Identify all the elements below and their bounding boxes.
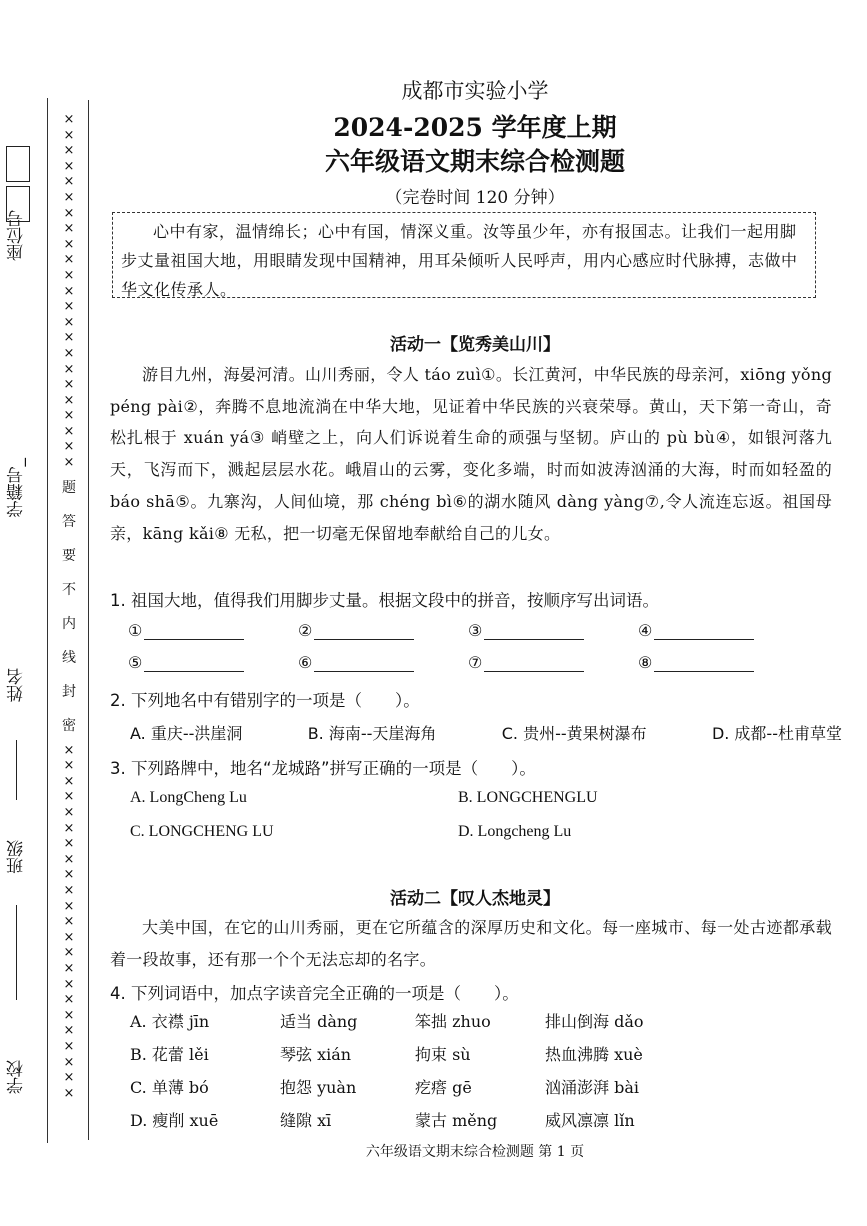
seal-word: 要	[62, 547, 76, 564]
seal-x-mark: ×	[63, 221, 75, 237]
option-c[interactable]: C. 贵州--黄果树瀑布	[501, 724, 647, 743]
activity2-passage: 大美中国，在它的山川秀丽，更在它所蕴含的深厚历史和文化。每一座城市、每一处古迹都承载着一段故事，还有那一个个无法忘却的名字。	[110, 918, 832, 969]
class-label: 班级	[7, 840, 27, 874]
class-blank[interactable]	[16, 905, 17, 1000]
seal-word: 答	[62, 513, 76, 530]
seal-x-mark: ×	[63, 883, 75, 898]
seat-number-label: 座位号	[7, 210, 27, 261]
school-label: 学校	[7, 1060, 27, 1094]
seal-x-mark: ×	[63, 267, 75, 283]
seal-x-mark: ×	[63, 189, 75, 205]
option-row[interactable]: D. 瘦削 xuē 缝隙 xī 蒙古 měng 威风凛凛 lǐn	[130, 1111, 635, 1130]
seal-x-mark: ×	[63, 1085, 75, 1101]
question-4: 4. 下列词语中，加点字读音完全正确的一项是（ ）。	[110, 984, 519, 1003]
seal-x-mark: ×	[63, 867, 75, 883]
q1-blanks-row1	[128, 621, 828, 640]
seal-x-mark: ×	[63, 330, 75, 346]
seal-word: 封	[62, 683, 76, 700]
seal-x-mark: ×	[63, 112, 75, 127]
seal-x-mark: ×	[63, 789, 75, 805]
seal-x-mark: ×	[63, 408, 75, 424]
q2-options	[130, 721, 842, 744]
question-1: 1. 祖国大地，值得我们用脚步丈量。根据文段中的拼音，按顺序写出词语。	[110, 591, 659, 610]
option-b[interactable]: B. LONGCHENGLU	[458, 789, 598, 806]
seal-x-mark: ×	[63, 423, 75, 439]
seal-x-mark: ×	[63, 392, 75, 408]
seal-x-mark: ×	[63, 236, 75, 252]
option-row[interactable]: B. 花蕾 lěi 琴弦 xián 拘束 sù 热血沸腾 xuè	[130, 1045, 643, 1064]
seal-x-mark: ×	[63, 820, 75, 836]
exam-title: 六年级语文期末综合检测题	[324, 147, 625, 176]
seal-x-mark: ×	[63, 1038, 75, 1054]
seal-x-mark: ×	[63, 914, 75, 930]
option-d[interactable]: D. Longcheng Lu	[458, 823, 572, 840]
seal-x-mark: ×	[63, 1054, 75, 1070]
answer-blank[interactable]: ⑤	[128, 653, 298, 672]
seal-word: 密	[62, 717, 76, 734]
option-row[interactable]: A. 衣襟 jīn 适当 dàng 笨拙 zhuo 排山倒海 dǎo	[130, 1012, 644, 1031]
seal-x-mark: ×	[63, 929, 75, 945]
answer-blank[interactable]: ⑧	[638, 653, 808, 672]
binding-margin	[0, 0, 90, 1226]
answer-blank[interactable]: ②	[298, 621, 468, 640]
seal-word: 线	[62, 649, 76, 666]
seal-x-mark: ×	[63, 851, 75, 867]
seal-column	[60, 112, 78, 1101]
question-2: 2. 下列地名中有错别字的一项是（ ）。	[110, 691, 420, 710]
seal-word: 不	[62, 581, 76, 598]
seal-word: 内	[62, 615, 76, 632]
seal-x-mark: ×	[63, 758, 75, 774]
seal-x-mark: ×	[63, 1007, 75, 1023]
answer-blank[interactable]: ①	[128, 621, 298, 640]
seat-box	[6, 146, 30, 182]
seal-x-mark: ×	[63, 283, 75, 299]
seal-x-mark: ×	[63, 299, 75, 315]
q4-options-grid	[130, 1004, 850, 1136]
seal-x-mark: ×	[63, 158, 75, 174]
seal-x-mark: ×	[63, 439, 75, 455]
seal-x-mark: ×	[63, 805, 75, 821]
seal-x-mark: ×	[63, 898, 75, 914]
exam-time: （完卷时间 120 分钟）	[385, 188, 565, 208]
question-3: 3. 下列路牌中，地名“龙城路”拼写正确的一项是（ ）。	[110, 759, 536, 778]
seal-marks-top	[64, 112, 75, 471]
school-year: 2024-2025 学年度上期	[333, 113, 617, 142]
option-d[interactable]: D. 成都--杜甫草堂	[711, 724, 842, 743]
option-a[interactable]: A. 重庆--洪崖洞	[130, 724, 243, 743]
seal-x-mark: ×	[63, 377, 75, 393]
option-row[interactable]: C. 单薄 bó 抱怨 yuàn 疙瘩 gē 汹涌澎湃 bài	[130, 1078, 639, 1097]
seal-line	[88, 100, 89, 1140]
student-id-label: 学籍号_	[7, 458, 27, 518]
seal-x-mark: ×	[63, 314, 75, 330]
answer-blank[interactable]: ⑥	[298, 653, 468, 672]
seal-x-mark: ×	[63, 127, 75, 143]
seal-x-mark: ×	[63, 945, 75, 961]
school-name: 成都市实验小学	[401, 79, 549, 103]
seal-x-mark: ×	[63, 992, 75, 1008]
seal-marks-bottom	[64, 743, 75, 1102]
page-footer: 六年级语文期末综合检测题 第 1 页	[365, 1144, 585, 1160]
seal-x-mark: ×	[63, 1023, 75, 1039]
option-a[interactable]: A. LongCheng Lu	[130, 789, 247, 806]
option-c[interactable]: C. LONGCHENG LU	[130, 823, 274, 840]
seal-x-mark: ×	[63, 143, 75, 159]
seal-word: 题	[62, 479, 76, 496]
q1-blanks-row2	[128, 653, 828, 672]
answer-blank[interactable]: ④	[638, 621, 808, 640]
seal-x-mark: ×	[63, 174, 75, 190]
seal-x-mark: ×	[63, 836, 75, 852]
activity1-passage: 游目九州，海晏河清。山川秀丽，令人 táo zuì①。长江黄河，中华民族的母亲河，xiōng yǒng péng pài②，奔腾不息地流淌在中华大地，见证着中华民族的兴衰荣辱。黄山，天下第一奇山，奇松扎根于 xuán yá③ 峭壁之上，向人们诉说着生命的顽强与坚韧。庐山的 pù bù④，如银河落九天，飞泻而下，溅起层层水花。峨眉山的云雾，变化多端，时而如波涛汹涌的大海，时而如轻盈的 báo shā⑤。九寨沟，人间仙境，那 chéng bì⑥的湖水随风 dàng yàng⑦,令人流连忘返。祖国母亲，kāng kǎi⑧ 无私，把一切毫无保留地奉献给自己的儿女。	[110, 365, 832, 543]
seal-x-mark: ×	[63, 455, 75, 471]
seal-x-mark: ×	[63, 976, 75, 992]
seal-x-mark: ×	[63, 1070, 75, 1086]
name-blank[interactable]	[16, 740, 17, 800]
activity2-title: 活动二【叹人杰地灵】	[390, 889, 560, 909]
seal-x-mark: ×	[63, 773, 75, 789]
answer-blank[interactable]: ③	[468, 621, 638, 640]
name-label: 姓名	[7, 668, 27, 702]
seal-words	[62, 471, 76, 743]
motto-box: 心中有家，温情绵长；心中有国，情深义重。汝等虽少年，亦有报国志。让我们一起用脚步丈量祖国大地，用眼睛发现中国精神，用耳朵倾听人民呼声，用内心感应时代脉搏，志做中华文化传承人。	[112, 212, 816, 298]
seal-x-mark: ×	[63, 345, 75, 361]
seal-x-mark: ×	[63, 361, 75, 377]
seal-x-mark: ×	[63, 742, 75, 758]
answer-blank[interactable]: ⑦	[468, 653, 638, 672]
seal-x-mark: ×	[63, 960, 75, 976]
seal-x-mark: ×	[63, 252, 75, 268]
margin-line	[47, 98, 48, 1143]
activity1-title: 活动一【览秀美山川】	[390, 335, 560, 355]
seal-x-mark: ×	[63, 205, 75, 221]
option-b[interactable]: B. 海南--天崖海角	[307, 724, 437, 743]
